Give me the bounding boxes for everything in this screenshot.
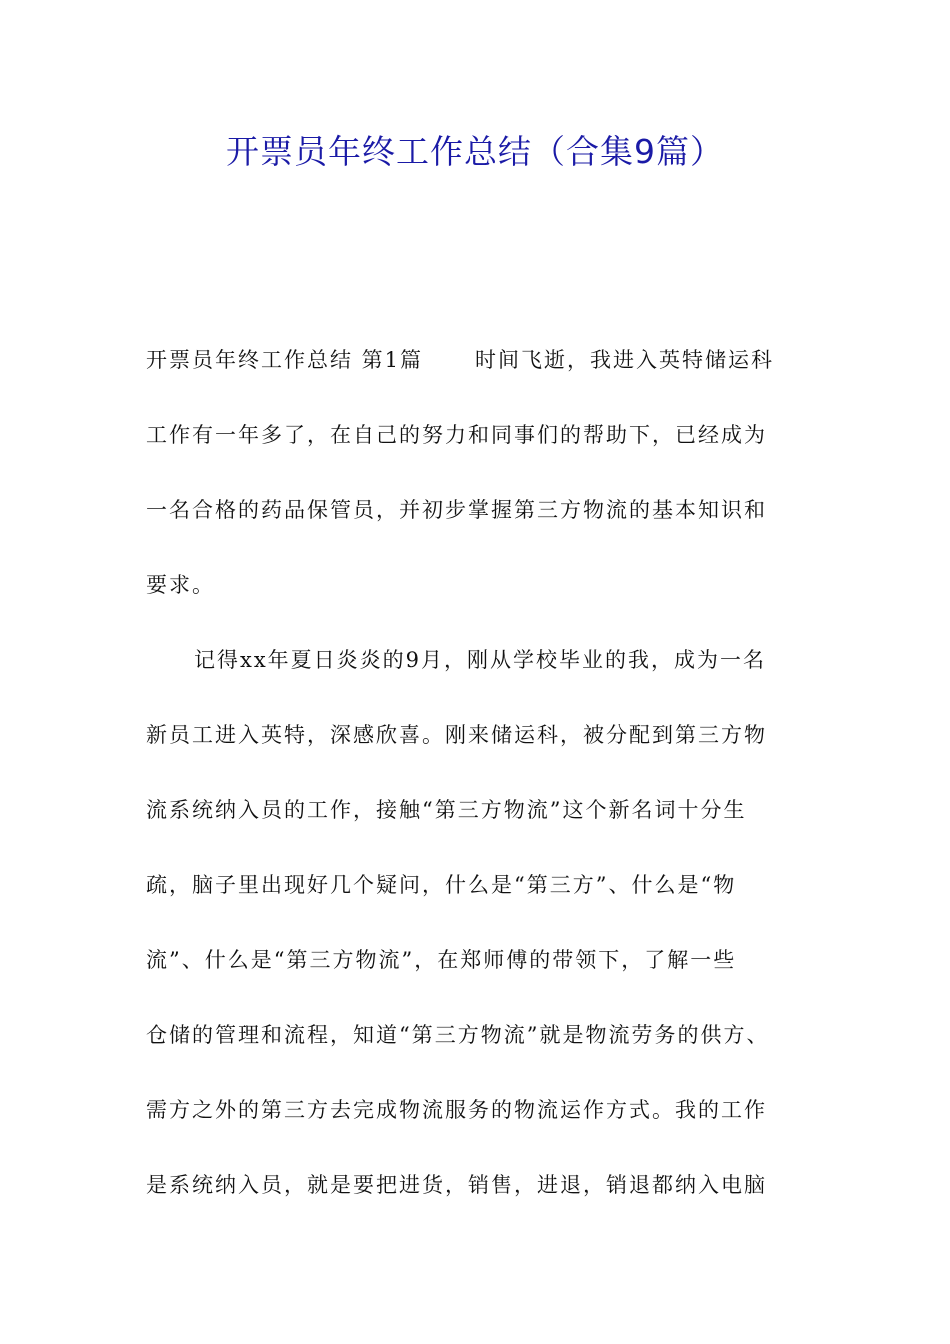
paragraph-line: 新员工进入英特，深感欣喜。刚来储运科，被分配到第三方物 (146, 723, 767, 747)
document-title: 开票员年终工作总结（合集9篇） (226, 132, 724, 171)
paragraph-line: 仓储的管理和流程，知道“第三方物流”就是物流劳务的供方、 (146, 1023, 770, 1047)
paragraph-line: 记得xx年夏日炎炎的9月，刚从学校毕业的我，成为一名 (194, 648, 767, 672)
paragraph-line (146, 344, 774, 376)
paragraph-line: 需方之外的第三方去完成物流服务的物流运作方式。我的工作 (146, 1098, 767, 1122)
paragraph-line: 工作有一年多了，在自己的努力和同事们的帮助下，已经成为 (146, 423, 767, 447)
section-heading: 开票员年终工作总结 第1篇 (146, 348, 424, 372)
paragraph-text: 时间飞逝，我进入英特储运科 (475, 348, 775, 372)
paragraph-line: 流”、什么是“第三方物流”，在郑师傅的带领下，了解一些 (146, 948, 737, 972)
paragraph-line: 要求。 (146, 573, 215, 597)
paragraph-line: 疏，脑子里出现好几个疑问，什么是“第三方”、什么是“物 (146, 873, 737, 897)
paragraph-line: 是系统纳入员，就是要把进货，销售，进退，销退都纳入电脑 (146, 1173, 767, 1197)
paragraph-line: 流系统纳入员的工作，接触“第三方物流”这个新名词十分生 (146, 798, 747, 822)
paragraph-line: 一名合格的药品保管员，并初步掌握第三方物流的基本知识和 (146, 498, 767, 522)
